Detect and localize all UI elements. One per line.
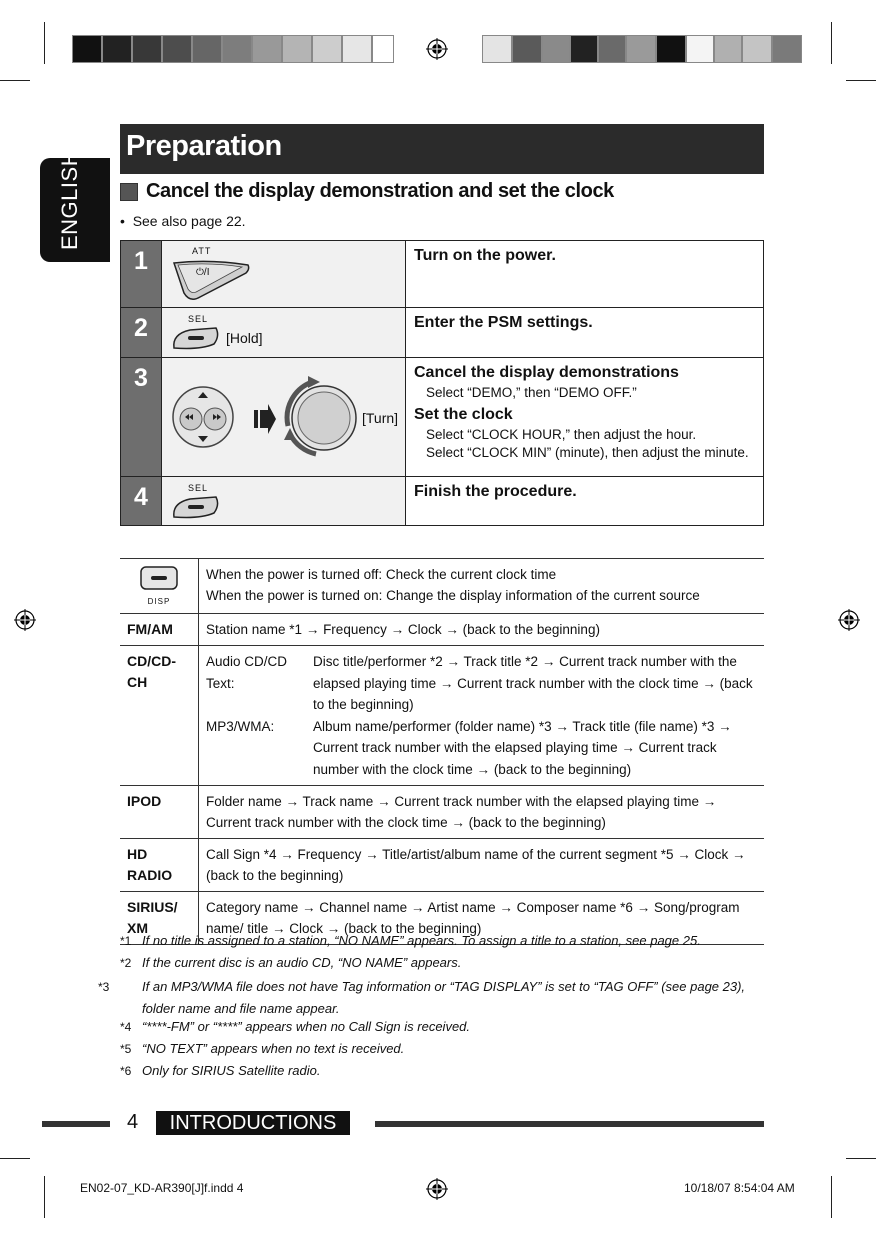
- subsource-label: MP3/WMA:: [206, 718, 275, 734]
- language-tab-label: ENGLISH: [57, 149, 82, 250]
- display-info-table: [120, 558, 764, 945]
- see-also-note: • See also page 22.: [120, 213, 246, 229]
- step-row: [121, 308, 764, 358]
- sel-button-icon: [170, 495, 222, 521]
- disp-button-cell: [120, 559, 199, 614]
- crop-mark: [831, 1176, 832, 1218]
- control-pad-icon: [170, 384, 236, 450]
- power-button-icon: [170, 257, 252, 303]
- source-sequence: Category name → Channel name → Artist name → Composer name *6 → Song/program name/ title → Clock → (back to the beginning): [199, 892, 765, 945]
- crop-mark: [846, 80, 876, 81]
- footnote: *6 Only for SIRIUS Satellite radio.: [120, 1063, 321, 1078]
- crop-mark: [44, 1176, 45, 1218]
- footnote: *2 If the current disc is an audio CD, “NO NAME” appears.: [120, 955, 462, 970]
- source-label: CD/CD-CH: [120, 646, 199, 786]
- arrow-right-icon: [254, 402, 276, 436]
- step-row: [121, 477, 764, 526]
- source-sequence: Call Sign *4 → Frequency → Title/artist/album name of the current segment *5 → Clock → (back to the beginning): [199, 839, 765, 892]
- footnote: *5 “NO TEXT” appears when no text is received.: [120, 1041, 405, 1056]
- table-row: [120, 786, 764, 839]
- step-row: [121, 358, 764, 477]
- crop-mark: [44, 22, 45, 64]
- step-description: Enter the PSM settings.: [406, 308, 764, 358]
- footnote: *1 If no title is assigned to a station, “NO NAME” appears. To assign a title to a station, see page 25.: [120, 933, 701, 948]
- subsource-sequence: Album name/performer (folder name) *3 → Track title (file name) *3 → Current track number with the elapsed playing time → Current track number with the clock time → (back to the beginning): [313, 718, 732, 777]
- step-description: Turn on the power.: [406, 241, 764, 308]
- step-illustration: [162, 308, 406, 358]
- turn-label: [Turn]: [362, 410, 399, 426]
- source-label: SIRIUS/ XM: [120, 892, 199, 945]
- registration-mark-icon: [838, 609, 860, 631]
- table-row: [120, 559, 764, 614]
- hold-label: [Hold]: [226, 330, 263, 346]
- subsection-title: Cancel the display demonstration and set the clock: [146, 180, 614, 202]
- disp-button-caption: DISP: [147, 597, 171, 606]
- control-dial-icon: [280, 374, 362, 462]
- button-caption: SEL: [188, 483, 209, 493]
- step-number: 3: [121, 358, 162, 477]
- source-label: IPOD: [120, 786, 199, 839]
- table-row: [120, 839, 764, 892]
- crop-mark: [0, 1158, 30, 1159]
- disp-description: When the power is turned off: Check the current clock time When the power is turned on: Change the display information of the current source: [199, 559, 765, 614]
- step-description: Cancel the display demonstrations Select “DEMO,” then “DEMO OFF.” Set the clock Select “CLOCK HOUR,” then adjust the hour. Select “CLOCK MIN” (minute), then adjust the minute.: [406, 358, 764, 477]
- section-title: Preparation: [126, 130, 282, 162]
- source-sequence: [199, 646, 765, 786]
- step-number: 4: [121, 477, 162, 526]
- page-section-label: INTRODUCTIONS: [156, 1111, 350, 1135]
- button-caption: SEL: [188, 314, 209, 324]
- step-illustration: [162, 477, 406, 526]
- crop-mark: [846, 1158, 876, 1159]
- disp-button-icon: [139, 565, 179, 591]
- button-caption: ATT: [192, 246, 212, 256]
- source-label: HD RADIO: [120, 839, 199, 892]
- step-row: [121, 241, 764, 308]
- footnote: *3 If an MP3/WMA file does not have Tag information or “TAG DISPLAY” is set to “TAG OFF” (see page 23), folder name and file name appear.: [98, 979, 746, 1016]
- crop-mark: [831, 22, 832, 64]
- step-description: Finish the procedure.: [406, 477, 764, 526]
- source-label: FM/AM: [120, 614, 199, 646]
- page-number: 4: [127, 1111, 139, 1133]
- footer-rule-right: [375, 1121, 764, 1127]
- power-symbol: ⏻/I: [196, 267, 210, 278]
- steps-table: [120, 240, 764, 526]
- bullet-square-icon: [120, 183, 138, 201]
- source-sequence: Station name *1 → Frequency → Clock → (back to the beginning): [199, 614, 765, 646]
- registration-mark-icon: [14, 609, 36, 631]
- step-illustration: [162, 358, 406, 477]
- crop-mark: [0, 80, 30, 81]
- slug-date: 10/18/07 8:54:04 AM: [684, 1181, 795, 1195]
- source-sequence: Folder name → Track name → Current track number with the elapsed playing time → Current track number with the clock time → (back to the beginning): [199, 786, 765, 839]
- sel-button-icon: [170, 326, 222, 352]
- registration-mark-icon: [426, 38, 448, 60]
- footnote: *4 “****-FM” or “****” appears when no Call Sign is received.: [120, 1019, 471, 1034]
- subsource-label: Audio CD/CD Text:: [206, 654, 288, 691]
- table-row: [120, 646, 764, 786]
- step-number: 1: [121, 241, 162, 308]
- step-number: 2: [121, 308, 162, 358]
- registration-mark-icon: [426, 1178, 448, 1200]
- step-illustration: [162, 241, 406, 308]
- subsource-sequence: Disc title/performer *2 → Track title *2 → Current track number with the elapsed playing time → Current track number with the clock time → (back to the beginning): [313, 654, 753, 712]
- slug-file-name: EN02-07_KD-AR390[J]f.indd 4: [80, 1181, 244, 1195]
- table-row: [120, 614, 764, 646]
- footer-rule-left: [42, 1121, 110, 1127]
